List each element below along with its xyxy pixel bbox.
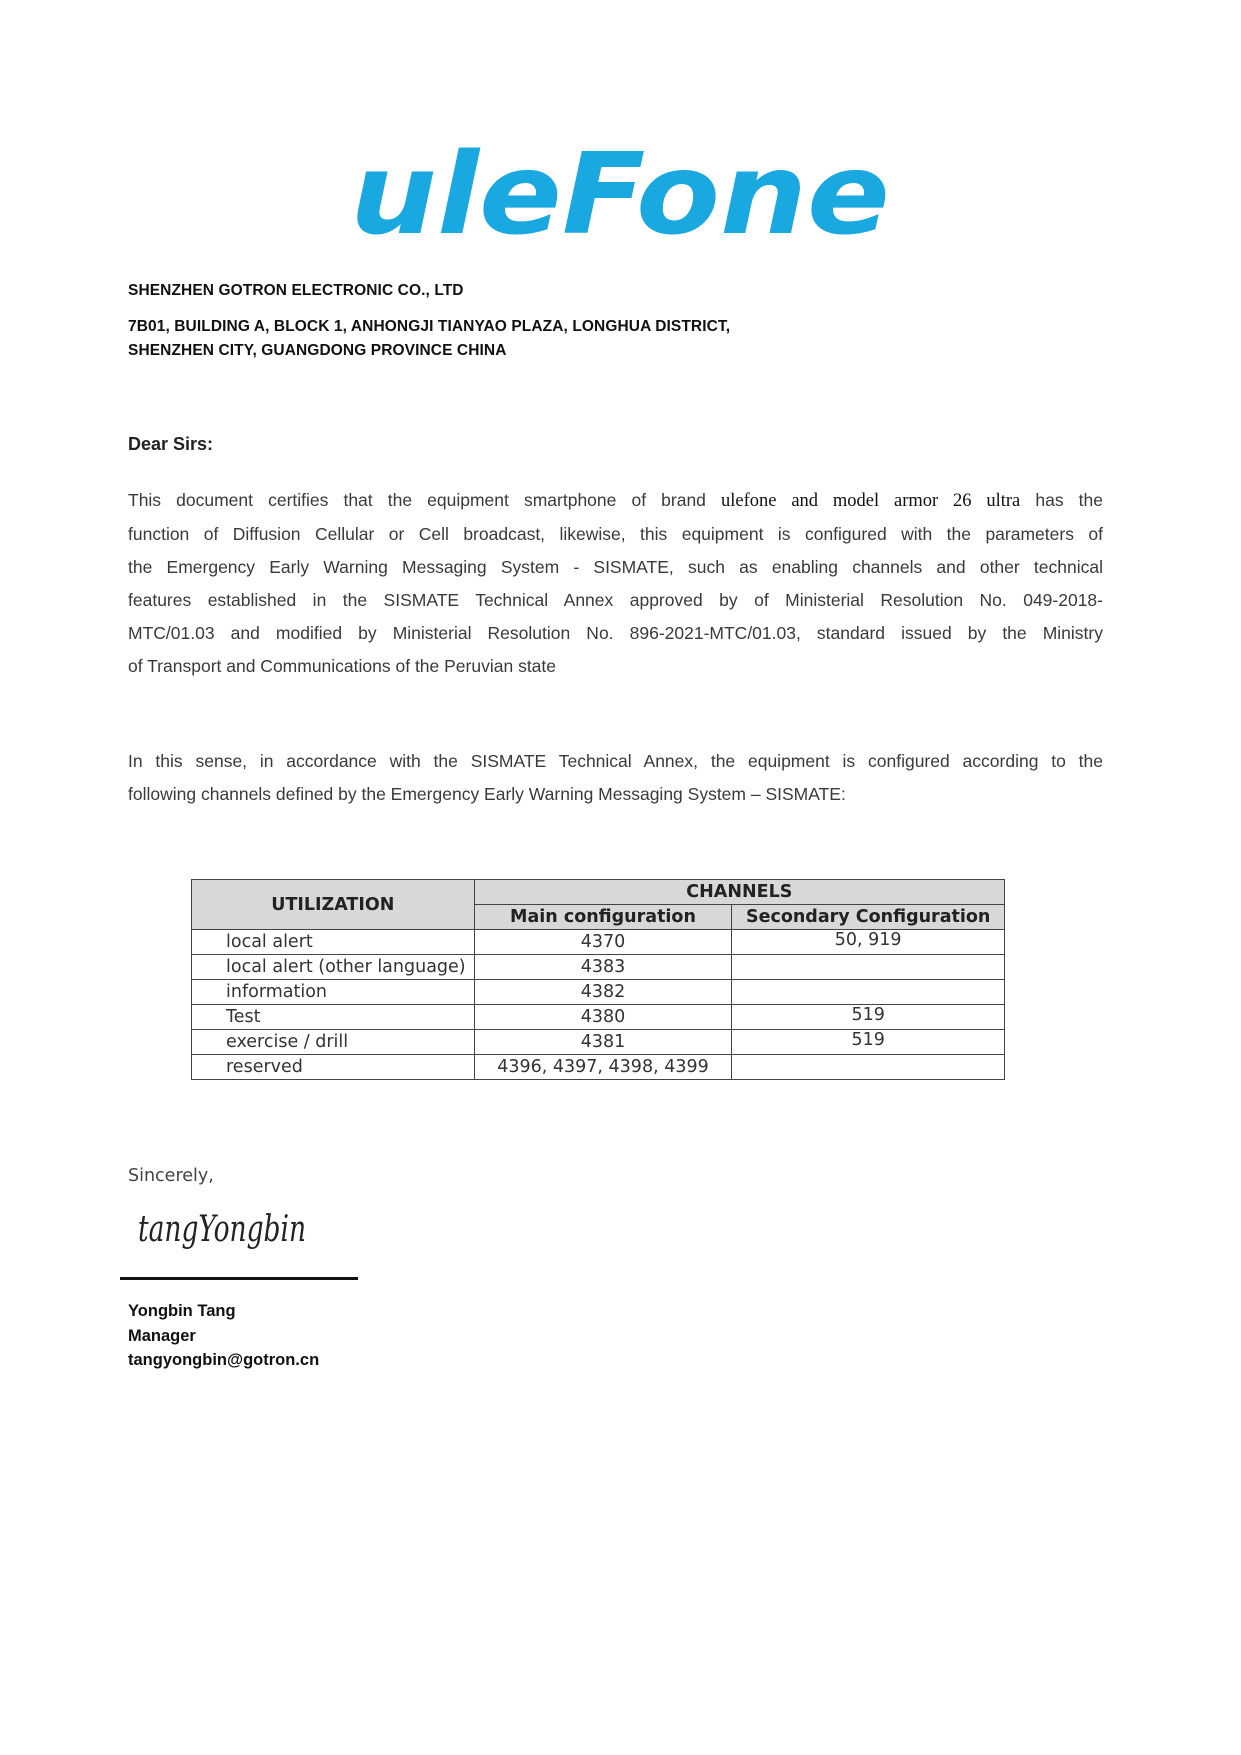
header-secondary-configuration: Secondary Configuration [732, 905, 1005, 930]
cell-secondary [732, 980, 1005, 1005]
table-row [192, 980, 1005, 1005]
cell-main: 4380 [474, 1005, 732, 1030]
para2-line2: following channels defined by the Emergency Early Warning Messaging System – SISMATE: [128, 784, 846, 804]
cell-main: 4382 [474, 980, 732, 1005]
para1-line1-a: This document certifies that the equipment smartphone of brand [128, 490, 706, 510]
header-main-configuration: Main configuration [474, 905, 732, 930]
cell-utilization: information [192, 980, 475, 1005]
cell-main: 4396, 4397, 4398, 4399 [474, 1055, 732, 1080]
cell-utilization: Test [192, 1005, 475, 1030]
signature-line [120, 1277, 358, 1280]
ulefone-logo [340, 130, 900, 260]
channels-table [191, 879, 1005, 1080]
paragraph-certification [128, 484, 1103, 683]
para1-line3: the Emergency Early Warning Messaging System - SISMATE, such as enabling channels and other technical [128, 557, 1103, 577]
para1-line6: of Transport and Communications of the Peruvian state [128, 656, 557, 676]
paragraph-channels-intro [128, 745, 1103, 811]
cell-utilization: local alert (other language) [192, 955, 475, 980]
cell-secondary: 519 [732, 1030, 1005, 1055]
para1-line5: MTC/01.03 and modified by Ministerial Resolution No. 896-2021-MTC/01.03, standard issued by the Ministry [128, 623, 1103, 643]
cell-utilization: reserved [192, 1055, 475, 1080]
signer-title: Manager [128, 1327, 196, 1345]
signer-email: tangyongbin@gotron.cn [128, 1351, 320, 1369]
cell-utilization: exercise / drill [192, 1030, 475, 1055]
table-row [192, 955, 1005, 980]
handwritten-signature [134, 1195, 314, 1265]
company-address-line1: 7B01, BUILDING A, BLOCK 1, ANHONGJI TIANYAO PLAZA, LONGHUA DISTRICT, [128, 318, 731, 335]
header-channels: CHANNELS [474, 880, 1004, 905]
para2-line1: In this sense, in accordance with the SISMATE Technical Annex, the equipment is configured according to the [128, 751, 1103, 771]
table-row [192, 1005, 1005, 1030]
cell-secondary [732, 1055, 1005, 1080]
table-row [192, 1030, 1005, 1055]
closing-sincerely: Sincerely, [128, 1166, 214, 1186]
header-utilization: UTILIZATION [192, 880, 475, 930]
para1-line1 [128, 484, 1103, 518]
para1-line4: features established in the SISMATE Technical Annex approved by of Ministerial Resolution No. 049-2018- [128, 590, 1103, 610]
cell-main: 4383 [474, 955, 732, 980]
para1-line2: function of Diffusion Cellular or Cell broadcast, likewise, this equipment is configured with the parameters of [128, 524, 1103, 544]
cell-secondary: 519 [732, 1005, 1005, 1030]
signature-text: tangYongbin [138, 1209, 306, 1250]
para1-line1-c: has the [1035, 490, 1103, 510]
greeting: Dear Sirs: [128, 434, 214, 454]
para1-line1-b: ulefone and model armor 26 ultra [721, 491, 1021, 511]
logo-text: uleFone [350, 130, 890, 260]
cell-utilization: local alert [192, 930, 475, 955]
table-row [192, 1055, 1005, 1080]
company-address-line2: SHENZHEN CITY, GUANGDONG PROVINCE CHINA [128, 342, 507, 359]
table-row [192, 930, 1005, 955]
cell-main: 4370 [474, 930, 732, 955]
signer-name: Yongbin Tang [128, 1302, 236, 1320]
cell-main: 4381 [474, 1030, 732, 1055]
cell-secondary [732, 955, 1005, 980]
company-name: SHENZHEN GOTRON ELECTRONIC CO., LTD [128, 282, 464, 299]
cell-secondary: 50, 919 [732, 930, 1005, 955]
